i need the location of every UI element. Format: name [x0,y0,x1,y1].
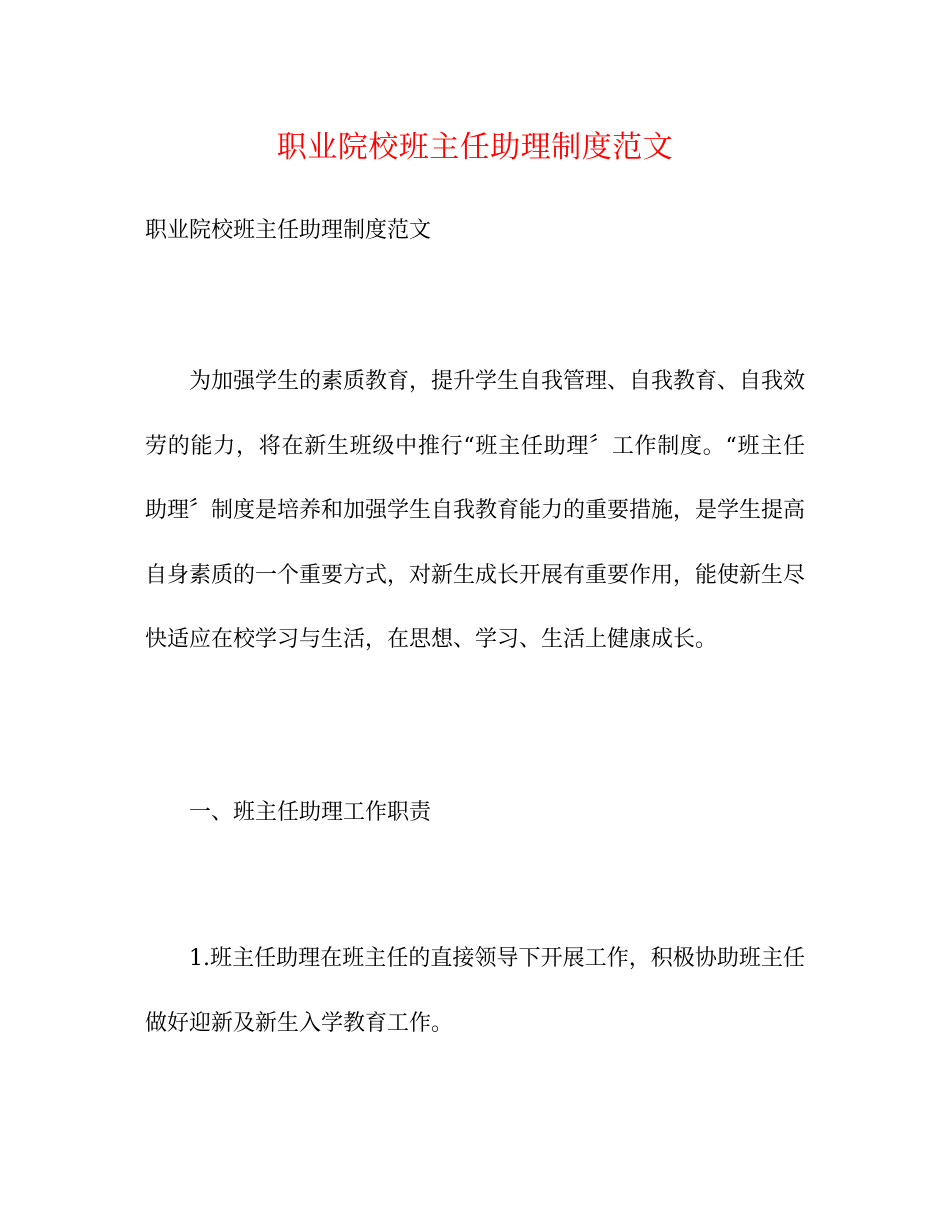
document-title: 职业院校班主任助理制度范文 [276,130,674,165]
list-item-1: 1.班主任助理在班主任的直接领导下开展工作，积极协助班主任做好迎新及新生入学教育工作。 [145,946,805,1036]
section-heading: 一、班主任助理工作职责 [189,800,432,825]
document-subtitle: 职业院校班主任助理制度范文 [145,218,432,243]
intro-paragraph: 为加强学生的素质教育，提升学生自我管理、自我教育、自我效劳的能力，将在新生班级中推行“班主任助理〞工作制度。“班主任助理〞制度是培养和加强学生自我教育能力的重要措施，是学生提高自身素质的一个重要方式，对新生成长开展有重要作用，能使新生尽快适应在校学习与生活，在思想、学习、生活上健康成长。 [145,369,806,652]
